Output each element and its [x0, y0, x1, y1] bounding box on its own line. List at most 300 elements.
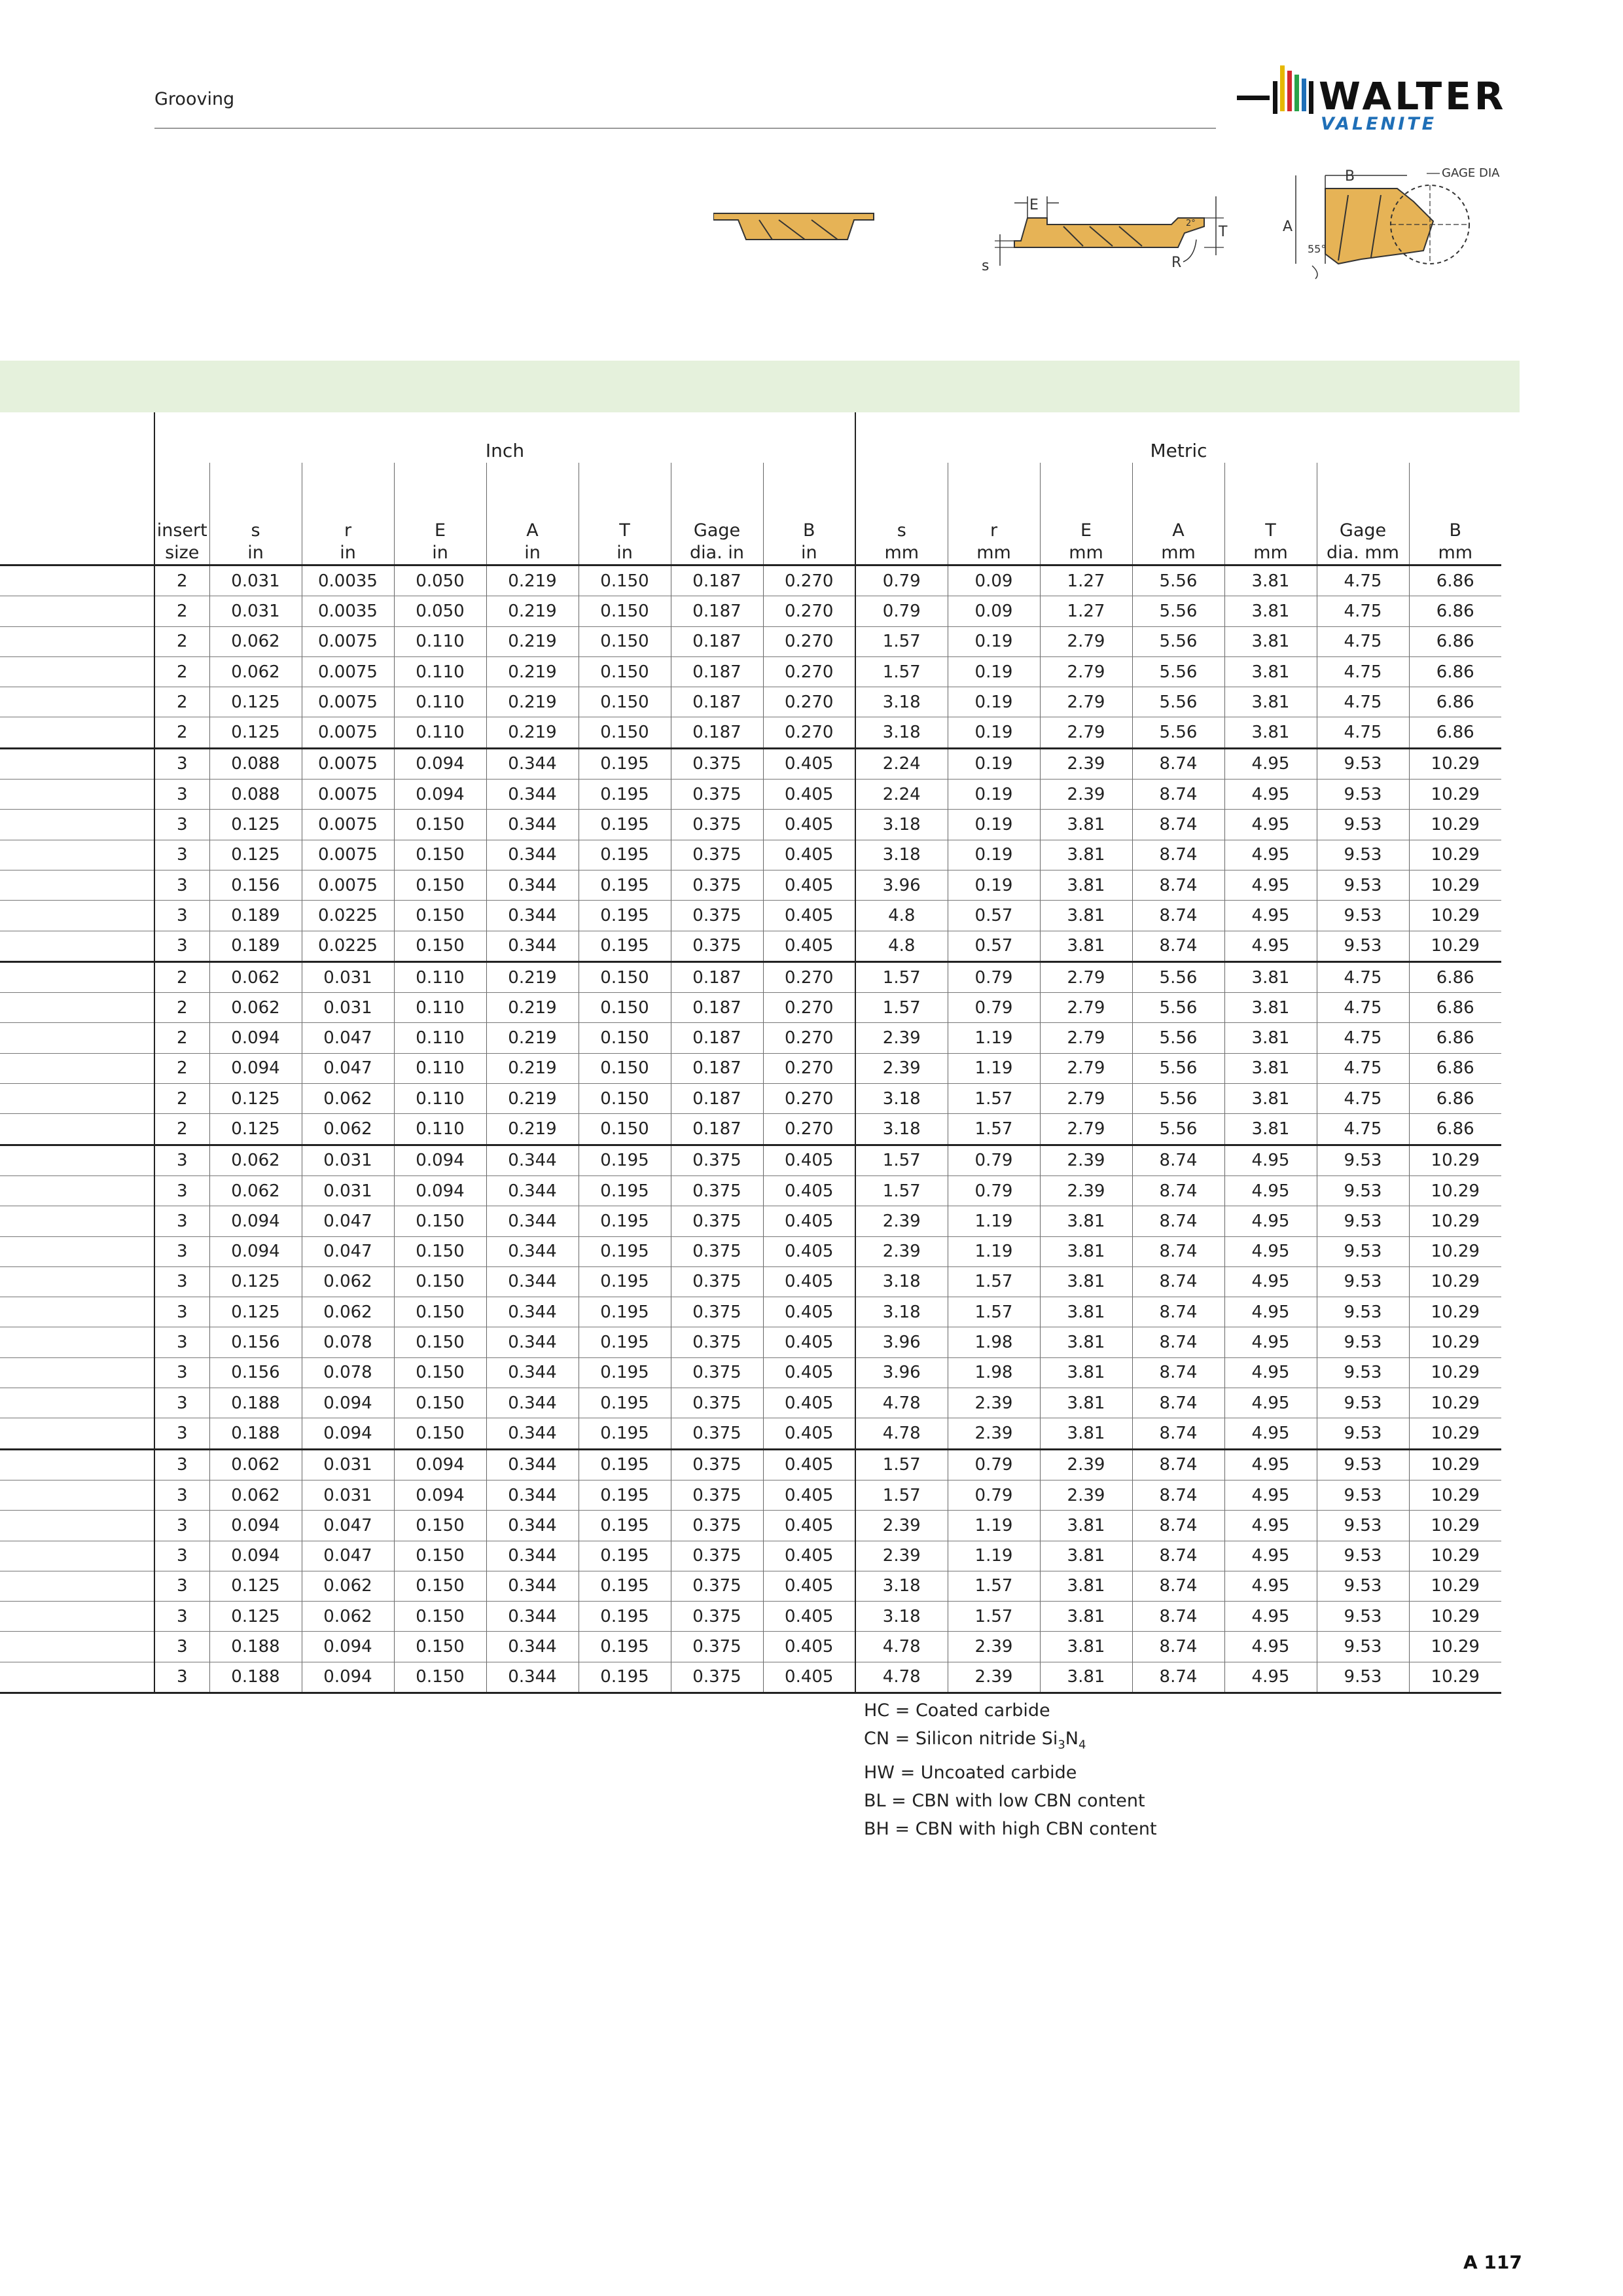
row-designation-cell: [0, 1541, 154, 1571]
table-cell: 3.81: [1224, 1084, 1317, 1114]
table-row: [0, 1357, 1501, 1388]
table-cell: 0.195: [579, 1145, 671, 1175]
table-cell: 0.270: [763, 626, 855, 656]
table-cell: 8.74: [1132, 1145, 1224, 1175]
row-designation-cell: [0, 1297, 154, 1327]
table-cell: 0.110: [394, 1084, 486, 1114]
row-designation-cell: [0, 687, 154, 717]
table-cell: 0.195: [579, 1175, 671, 1206]
column-header-line: B: [802, 520, 815, 541]
column-header-line: r: [344, 520, 352, 541]
table-cell: 0.0225: [302, 901, 394, 931]
table-cell: 3.81: [1040, 1662, 1132, 1693]
table-cell: 4.95: [1224, 1388, 1317, 1418]
table-cell: 0.405: [763, 1449, 855, 1480]
table-cell: 5.56: [1132, 626, 1224, 656]
row-designation-cell: [0, 1418, 154, 1449]
table-cell: 0.0075: [302, 870, 394, 900]
table-cell: 0.219: [486, 993, 579, 1023]
table-cell: 0.187: [671, 1114, 763, 1145]
table-cell: 8.74: [1132, 1388, 1224, 1418]
table-cell: 4.95: [1224, 1571, 1317, 1601]
table-cell: 0.062: [209, 1480, 302, 1510]
table-cell: 0.195: [579, 1297, 671, 1327]
table-cell: 0.062: [209, 1449, 302, 1480]
table-cell: 9.53: [1317, 748, 1409, 779]
table-cell: 0.270: [763, 687, 855, 717]
table-cell: 8.74: [1132, 780, 1224, 810]
table-cell: 3.81: [1224, 596, 1317, 626]
table-cell: 4.75: [1317, 1023, 1409, 1053]
table-cell: 3.96: [855, 870, 948, 900]
table-cell: 3: [154, 1632, 209, 1662]
table-cell: 2.24: [855, 748, 948, 779]
table-cell: 0.125: [209, 1602, 302, 1632]
table-cell: 1.57: [948, 1266, 1040, 1297]
table-row: [0, 717, 1501, 748]
row-designation-cell: [0, 1511, 154, 1541]
table-cell: 0.375: [671, 1480, 763, 1510]
table-cell: 0.188: [209, 1632, 302, 1662]
table-cell: 0.219: [486, 1053, 579, 1083]
column-header: [1224, 512, 1317, 565]
table-cell: 10.29: [1409, 1449, 1501, 1480]
table-cell: 4.75: [1317, 687, 1409, 717]
table-cell: 0.375: [671, 1511, 763, 1541]
column-header: [1317, 512, 1409, 565]
column-header-line: size: [165, 543, 200, 563]
table-cell: 2: [154, 596, 209, 626]
table-cell: 3.18: [855, 840, 948, 870]
table-cell: 4.78: [855, 1418, 948, 1449]
table-cell: 0.150: [394, 1602, 486, 1632]
row-designation-cell: [0, 870, 154, 900]
column-header-line: T: [1265, 520, 1276, 541]
table-cell: 0.375: [671, 1662, 763, 1693]
row-designation-cell: [0, 1145, 154, 1175]
table-row: [0, 1053, 1501, 1083]
table-cell: 2.39: [1040, 1480, 1132, 1510]
table-cell: 0.047: [302, 1236, 394, 1266]
table-cell: 0.110: [394, 626, 486, 656]
table-cell: 0.031: [302, 961, 394, 992]
row-designation-cell: [0, 1327, 154, 1357]
table-cell: 8.74: [1132, 1236, 1224, 1266]
table-cell: 10.29: [1409, 748, 1501, 779]
table-cell: 10.29: [1409, 931, 1501, 961]
table-cell: 9.53: [1317, 1266, 1409, 1297]
table-cell: 3.96: [855, 1327, 948, 1357]
column-header: [486, 512, 579, 565]
table-cell: 0.047: [302, 1541, 394, 1571]
dim-label-55deg: 55°: [1308, 243, 1327, 255]
table-cell: 0.078: [302, 1327, 394, 1357]
table-cell: 4.95: [1224, 1297, 1317, 1327]
table-cell: 0.195: [579, 1418, 671, 1449]
header-gap-cell: [1040, 463, 1132, 512]
row-designation-cell: [0, 1206, 154, 1236]
table-cell: 0.150: [394, 1418, 486, 1449]
table-cell: 2.39: [948, 1662, 1040, 1693]
table-cell: 5.56: [1132, 961, 1224, 992]
table-cell: 0.150: [394, 840, 486, 870]
table-cell: 3.81: [1040, 1266, 1132, 1297]
table-cell: 0.031: [209, 565, 302, 596]
table-cell: 0.405: [763, 1175, 855, 1206]
table-cell: 8.74: [1132, 840, 1224, 870]
table-cell: 9.53: [1317, 931, 1409, 961]
table-cell: 4.95: [1224, 901, 1317, 931]
table-cell: 5.56: [1132, 565, 1224, 596]
table-cell: 0.187: [671, 1053, 763, 1083]
table-cell: 0.375: [671, 870, 763, 900]
table-cell: 0.189: [209, 901, 302, 931]
table-cell: 0.150: [394, 1327, 486, 1357]
table-cell: 0.375: [671, 1571, 763, 1601]
table-cell: 8.74: [1132, 1175, 1224, 1206]
table-cell: 0.19: [948, 780, 1040, 810]
table-cell: 0.094: [302, 1418, 394, 1449]
table-cell: 0.79: [855, 596, 948, 626]
table-cell: 3: [154, 1175, 209, 1206]
table-cell: 0.150: [394, 1511, 486, 1541]
table-cell: 3: [154, 1236, 209, 1266]
table-cell: 0.405: [763, 1602, 855, 1632]
table-cell: 1.19: [948, 1236, 1040, 1266]
table-cell: 0.031: [302, 1480, 394, 1510]
table-cell: 0.062: [302, 1297, 394, 1327]
table-cell: 0.344: [486, 1206, 579, 1236]
table-cell: 3: [154, 1206, 209, 1236]
dim-label-s: s: [982, 258, 990, 274]
table-cell: 0.0035: [302, 565, 394, 596]
table-cell: 1.57: [855, 1175, 948, 1206]
table-cell: 0.270: [763, 596, 855, 626]
table-cell: 4.95: [1224, 931, 1317, 961]
table-cell: 0.150: [579, 565, 671, 596]
table-cell: 4.95: [1224, 1145, 1317, 1175]
table-row: [0, 810, 1501, 840]
row-designation-cell: [0, 748, 154, 779]
table-cell: 0.110: [394, 1114, 486, 1145]
table-cell: 1.57: [855, 993, 948, 1023]
table-cell: 0.125: [209, 687, 302, 717]
table-cell: 0.150: [394, 901, 486, 931]
table-cell: 3.81: [1040, 1602, 1132, 1632]
table-cell: 0.088: [209, 780, 302, 810]
logo-walter-text: WALTER: [1319, 74, 1507, 118]
table-cell: 8.74: [1132, 1206, 1224, 1236]
column-header-line: insert: [156, 520, 207, 541]
table-row: [0, 687, 1501, 717]
table-cell: 0.195: [579, 1266, 671, 1297]
table-cell: 3.81: [1040, 810, 1132, 840]
table-cell: 0.187: [671, 1023, 763, 1053]
table-cell: 9.53: [1317, 901, 1409, 931]
table-cell: 0.187: [671, 961, 763, 992]
table-cell: 0.270: [763, 1053, 855, 1083]
table-cell: 0.405: [763, 1418, 855, 1449]
table-cell: 4.75: [1317, 656, 1409, 687]
table-cell: 0.375: [671, 1418, 763, 1449]
table-cell: 0.375: [671, 1357, 763, 1388]
table-cell: 0.344: [486, 1357, 579, 1388]
table-cell: 0.344: [486, 840, 579, 870]
table-cell: 0.79: [948, 1480, 1040, 1510]
table-cell: 0.79: [948, 961, 1040, 992]
table-cell: 0.094: [302, 1662, 394, 1693]
table-cell: 8.74: [1132, 870, 1224, 900]
walter-valenite-logo: [1237, 63, 1525, 135]
table-cell: 0.219: [486, 717, 579, 748]
table-cell: 10.29: [1409, 1662, 1501, 1693]
table-cell: 2.79: [1040, 1114, 1132, 1145]
table-cell: 0.195: [579, 870, 671, 900]
table-cell: 2.79: [1040, 1053, 1132, 1083]
table-cell: 0.405: [763, 1206, 855, 1236]
table-cell: 5.56: [1132, 1114, 1224, 1145]
table-cell: 0.219: [486, 1114, 579, 1145]
table-cell: 0.062: [209, 626, 302, 656]
table-cell: 1.57: [948, 1571, 1040, 1601]
table-cell: 0.0075: [302, 810, 394, 840]
table-cell: 0.050: [394, 565, 486, 596]
table-cell: 0.270: [763, 993, 855, 1023]
table-cell: 3: [154, 840, 209, 870]
table-cell: 0.110: [394, 687, 486, 717]
table-cell: 9.53: [1317, 1236, 1409, 1266]
table-cell: 0.405: [763, 1511, 855, 1541]
row-designation-cell: [0, 1266, 154, 1297]
row-designation-cell: [0, 993, 154, 1023]
table-cell: 0.195: [579, 840, 671, 870]
table-cell: 0.062: [209, 993, 302, 1023]
table-cell: 3.81: [1040, 840, 1132, 870]
table-cell: 0.375: [671, 748, 763, 779]
table-cell: 0.219: [486, 656, 579, 687]
table-cell: 9.53: [1317, 1632, 1409, 1662]
table-cell: 6.86: [1409, 1053, 1501, 1083]
table-cell: 8.74: [1132, 1418, 1224, 1449]
table-cell: 0.344: [486, 1511, 579, 1541]
table-cell: 9.53: [1317, 840, 1409, 870]
table-cell: 0.375: [671, 840, 763, 870]
table-cell: 0.344: [486, 1297, 579, 1327]
table-cell: 0.219: [486, 1023, 579, 1053]
table-cell: 0.375: [671, 1388, 763, 1418]
table-cell: 4.75: [1317, 993, 1409, 1023]
table-cell: 0.125: [209, 1114, 302, 1145]
table-row: [0, 1206, 1501, 1236]
table-row: [0, 1084, 1501, 1114]
table-cell: 4.95: [1224, 1511, 1317, 1541]
table-cell: 0.375: [671, 1175, 763, 1206]
table-cell: 0.150: [579, 961, 671, 992]
table-cell: 0.031: [302, 1175, 394, 1206]
table-cell: 4.95: [1224, 1357, 1317, 1388]
table-cell: 0.094: [394, 1449, 486, 1480]
table-cell: 4.75: [1317, 1053, 1409, 1083]
section-title: Grooving: [154, 89, 235, 109]
table-cell: 0.150: [579, 1114, 671, 1145]
table-cell: 0.405: [763, 780, 855, 810]
table-cell: 0.344: [486, 1236, 579, 1266]
table-row: [0, 780, 1501, 810]
header-gap-cell: [855, 463, 948, 512]
table-cell: 4.95: [1224, 1418, 1317, 1449]
table-cell: 6.86: [1409, 1114, 1501, 1145]
table-row: [0, 1175, 1501, 1206]
table-cell: 9.53: [1317, 780, 1409, 810]
group-header-inch: Inch: [154, 412, 855, 463]
table-cell: 0.270: [763, 961, 855, 992]
table-cell: 6.86: [1409, 626, 1501, 656]
table-cell: 0.375: [671, 810, 763, 840]
table-cell: 0.344: [486, 870, 579, 900]
table-cell: 2.39: [855, 1053, 948, 1083]
table-cell: 3.81: [1040, 901, 1132, 931]
table-cell: 3.81: [1040, 1388, 1132, 1418]
table-row: [0, 1418, 1501, 1449]
table-cell: 8.74: [1132, 1449, 1224, 1480]
table-cell: 0.094: [209, 1023, 302, 1053]
header-gap-cell: [394, 463, 486, 512]
table-cell: 3.81: [1224, 1114, 1317, 1145]
logo-valenite-text: VALENITE: [1321, 114, 1437, 134]
table-cell: 2.39: [855, 1511, 948, 1541]
table-cell: 0.125: [209, 810, 302, 840]
table-cell: 0.195: [579, 1541, 671, 1571]
row-designation-cell: [0, 1114, 154, 1145]
column-header-line: dia. in: [690, 543, 744, 563]
table-cell: 2.39: [855, 1541, 948, 1571]
table-cell: 8.74: [1132, 1327, 1224, 1357]
table-cell: 9.53: [1317, 1206, 1409, 1236]
table-cell: 0.150: [394, 1206, 486, 1236]
table-cell: 4.75: [1317, 626, 1409, 656]
table-cell: 2.79: [1040, 993, 1132, 1023]
table-cell: 0.19: [948, 748, 1040, 779]
table-cell: 0.375: [671, 1449, 763, 1480]
table-cell: 8.74: [1132, 1480, 1224, 1510]
table-cell: 0.156: [209, 1357, 302, 1388]
table-cell: 0.150: [394, 931, 486, 961]
table-cell: 0.188: [209, 1388, 302, 1418]
row-designation-cell: [0, 626, 154, 656]
header-gap-cell: [671, 463, 763, 512]
table-cell: 0.062: [302, 1602, 394, 1632]
table-cell: 0.187: [671, 717, 763, 748]
table-cell: 8.74: [1132, 931, 1224, 961]
table-cell: 10.29: [1409, 1571, 1501, 1601]
column-header-line: in: [340, 543, 356, 563]
table-cell: 3: [154, 1327, 209, 1357]
row-designation-cell: [0, 1602, 154, 1632]
section-band: [0, 361, 1520, 412]
table-cell: 9.53: [1317, 1662, 1409, 1693]
table-row: [0, 1480, 1501, 1510]
legend-bl: BL = CBN with low CBN content: [864, 1791, 1145, 1812]
table-cell: 0.375: [671, 1327, 763, 1357]
column-header-line: in: [800, 543, 817, 563]
table-cell: 0.344: [486, 1480, 579, 1510]
table-cell: 2: [154, 717, 209, 748]
table-cell: 4.75: [1317, 961, 1409, 992]
table-cell: 10.29: [1409, 1480, 1501, 1510]
table-cell: 8.74: [1132, 901, 1224, 931]
table-cell: 0.344: [486, 748, 579, 779]
table-cell: 0.0035: [302, 596, 394, 626]
table-cell: 0.187: [671, 1084, 763, 1114]
table-cell: 9.53: [1317, 1571, 1409, 1601]
dim-label-t: T: [1219, 224, 1228, 240]
table-cell: 2.39: [855, 1206, 948, 1236]
table-cell: 4.75: [1317, 1114, 1409, 1145]
table-cell: 2: [154, 1084, 209, 1114]
column-header-line: r: [990, 520, 998, 541]
table-cell: 9.53: [1317, 1297, 1409, 1327]
table-cell: 3: [154, 780, 209, 810]
header-gap-cell: [154, 463, 209, 512]
table-cell: 0.062: [209, 656, 302, 687]
table-cell: 8.74: [1132, 1297, 1224, 1327]
table-cell: 0.344: [486, 901, 579, 931]
table-cell: 3.81: [1040, 1357, 1132, 1388]
table-row: [0, 1541, 1501, 1571]
table-cell: 0.125: [209, 1266, 302, 1297]
table-cell: 0.405: [763, 1327, 855, 1357]
table-cell: 9.53: [1317, 1480, 1409, 1510]
table-cell: 8.74: [1132, 1662, 1224, 1693]
table-cell: 0.195: [579, 1357, 671, 1388]
table-cell: 9.53: [1317, 1145, 1409, 1175]
table-cell: 3: [154, 1357, 209, 1388]
table-cell: 0.405: [763, 901, 855, 931]
table-cell: 0.078: [302, 1357, 394, 1388]
table-cell: 3: [154, 748, 209, 779]
header-gap-cell: [1224, 463, 1317, 512]
table-cell: 3.81: [1224, 717, 1317, 748]
table-cell: 0.094: [394, 1175, 486, 1206]
row-designation-cell: [0, 931, 154, 961]
table-cell: 0.047: [302, 1511, 394, 1541]
table-row: [0, 901, 1501, 931]
table-cell: 10.29: [1409, 1145, 1501, 1175]
table-cell: 3.81: [1040, 1206, 1132, 1236]
table-cell: 5.56: [1132, 656, 1224, 687]
column-header: [209, 512, 302, 565]
table-cell: 4.95: [1224, 1206, 1317, 1236]
row-designation-cell: [0, 1632, 154, 1662]
table-cell: 2.39: [948, 1632, 1040, 1662]
table-cell: 0.375: [671, 780, 763, 810]
column-header: [1409, 512, 1501, 565]
table-cell: 10.29: [1409, 1266, 1501, 1297]
table-cell: 3: [154, 1418, 209, 1449]
table-cell: 9.53: [1317, 1449, 1409, 1480]
table-cell: 0.195: [579, 1206, 671, 1236]
table-cell: 0.047: [302, 1053, 394, 1083]
table-row: [0, 1114, 1501, 1145]
table-cell: 0.375: [671, 1297, 763, 1327]
table-cell: 0.094: [209, 1053, 302, 1083]
table-cell: 5.56: [1132, 993, 1224, 1023]
table-cell: 0.344: [486, 931, 579, 961]
table-cell: 0.150: [579, 1053, 671, 1083]
table-cell: 0.195: [579, 1632, 671, 1662]
table-cell: 2.79: [1040, 687, 1132, 717]
header-spacer: [0, 512, 154, 565]
